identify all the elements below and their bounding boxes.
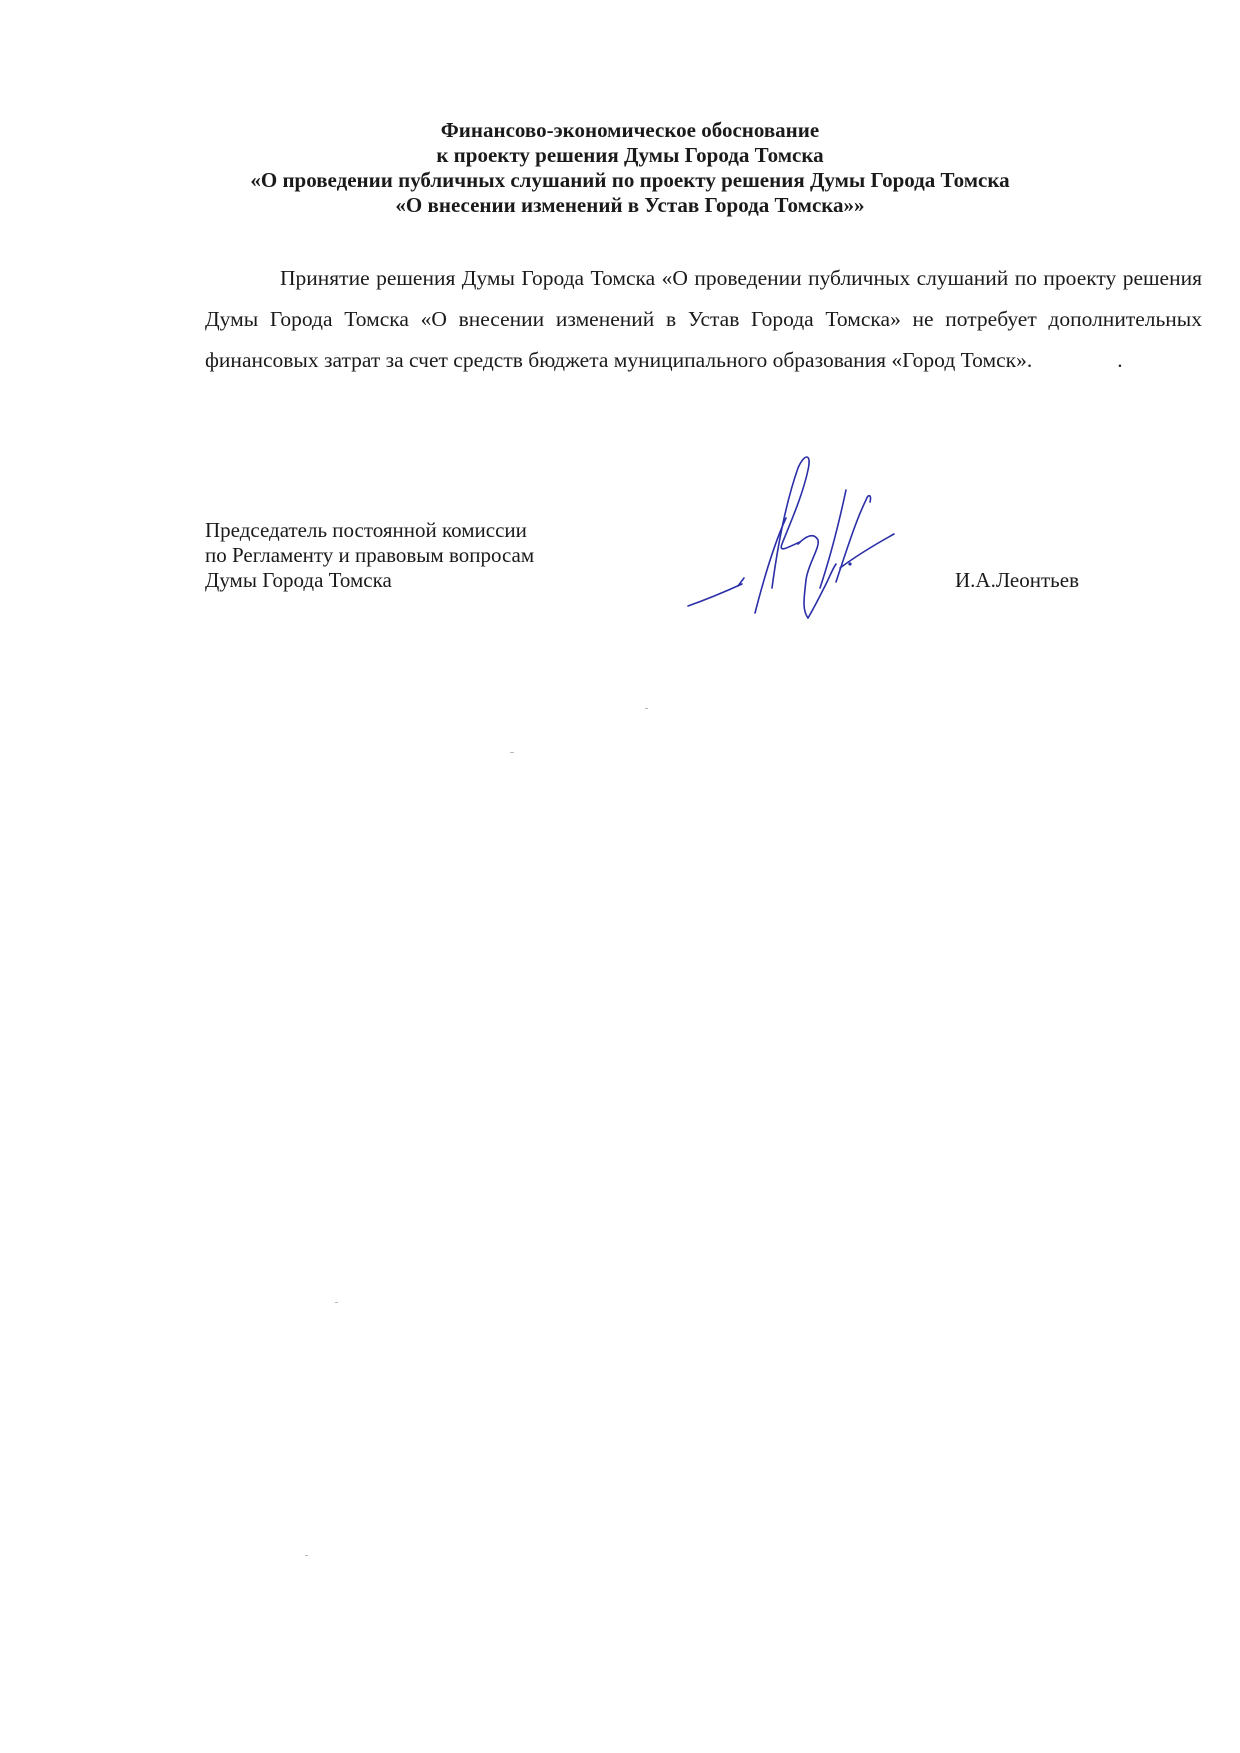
- position-line-2: по Регламенту и правовым вопросам: [205, 543, 535, 567]
- position-line-1: Председатель постоянной комиссии: [205, 518, 527, 542]
- title-line-2: к проекту решения Думы Города Томска: [436, 143, 824, 167]
- position-line-3: Думы Города Томска: [205, 568, 392, 592]
- scan-speck: [305, 1555, 308, 1556]
- signature-strokes: [688, 457, 894, 618]
- scan-speck: [645, 708, 648, 709]
- title-line-1: Финансово-экономическое обоснование: [440, 118, 820, 142]
- handwritten-signature-icon: [680, 448, 920, 628]
- body-paragraph: [205, 258, 1202, 381]
- scan-speck: [335, 1302, 338, 1303]
- title-line-4: «О внесении изменений в Устав Города Томска»»: [395, 193, 865, 217]
- trailing-mark: .: [1117, 348, 1123, 372]
- document-title: [180, 118, 1080, 218]
- signatory-name: И.А.Леонтьев: [955, 568, 1079, 592]
- scan-speck: [510, 752, 514, 753]
- title-line-3: «О проведении публичных слушаний по проекту решения Думы Города Томска: [250, 168, 1010, 192]
- body-paragraph-text: Принятие решения Думы Города Томска «О проведении публичных слушаний по проекту решения Думы Города Томска «О внесении изменений в Устав Города Томска» не потребует дополнительных финансовых затрат за счет средств бюджета муниципального образования «Город Томск».: [205, 266, 1202, 372]
- signatory-position: [205, 518, 534, 593]
